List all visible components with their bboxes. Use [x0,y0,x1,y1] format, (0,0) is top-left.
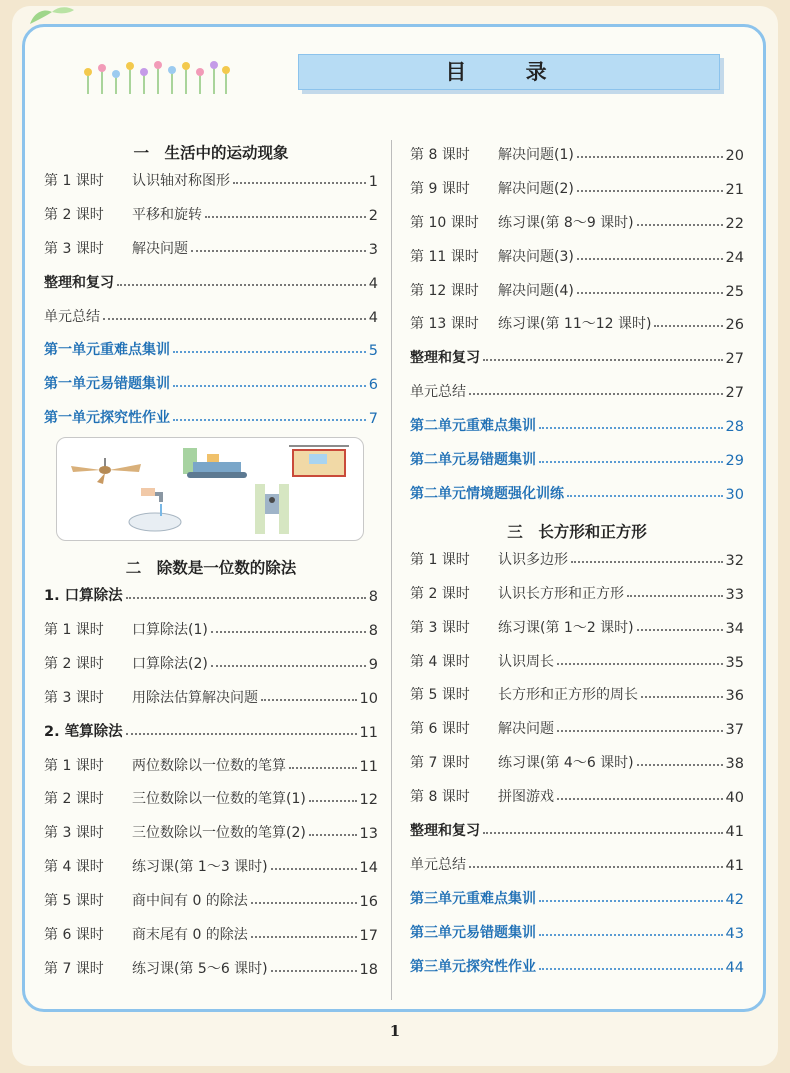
dot-leader [637,629,723,631]
dot-leader [191,250,366,252]
entry-title: 练习课(第 5～6 课时) [132,960,268,977]
lesson-label: 第 1 课时 [44,757,104,774]
page-ref: 33 [725,586,744,603]
entry-title: 认识长方形和正方形 [498,585,624,602]
dot-leader [539,968,723,970]
entry-title: 第一单元探究性作业 [44,410,170,427]
toc-entry[interactable] [44,751,378,775]
toc-entry[interactable] [410,309,744,333]
toc-entry[interactable] [410,276,744,300]
dot-leader [126,733,357,735]
page-ref: 27 [725,351,744,368]
page-ref: 12 [359,792,378,809]
section-heading: 三 长方形和正方形 [507,522,647,541]
toc-entry[interactable] [44,886,378,910]
entry-title: 练习课(第 11～12 课时) [498,316,652,333]
dot-leader [271,970,357,972]
toc-entry[interactable] [410,647,744,671]
dot-leader [309,834,357,836]
entry-title: 整理和复习 [44,274,114,291]
toc-entry[interactable] [44,920,378,944]
dot-leader [173,385,366,387]
page-ref: 29 [725,453,744,470]
entry-title: 第二单元重难点集训 [410,418,536,435]
lesson-label: 第 4 课时 [44,859,104,876]
lesson-label: 第 3 课时 [44,825,104,842]
entry-title: 练习课(第 1～2 课时) [498,619,634,636]
dot-leader [271,868,357,870]
toc-left-column [44,140,378,988]
entry-title: 第三单元易错题集训 [410,924,536,941]
toc-entry[interactable] [44,852,378,876]
page-title: 目 录 [298,54,720,90]
dot-leader [557,798,723,800]
page-ref: 42 [725,891,744,908]
dot-leader [309,800,357,802]
section-heading: 一 生活中的运动现象 [133,144,289,162]
dot-leader [641,696,723,698]
page-ref: 13 [359,826,378,843]
entry-title: 解决问题(2) [498,180,574,197]
page-ref: 8 [368,589,378,606]
toc-entry[interactable] [410,208,744,232]
dot-leader [173,419,366,421]
toc-entry[interactable] [410,411,744,435]
entry-title: 整理和复习 [410,823,480,840]
dot-leader [577,258,723,260]
dot-leader [577,190,723,192]
entry-title: 口算除法(1) [132,622,208,639]
entry-title: 第一单元易错题集训 [44,376,170,393]
entry-title: 三位数除以一位数的笔算(1) [132,791,306,808]
entry-title: 长方形和正方形的周长 [498,687,638,704]
entry-title: 商末尾有 0 的除法 [132,927,248,944]
entry-title: 口算除法(2) [132,655,208,672]
dot-leader [483,359,723,361]
toc-entry[interactable] [410,343,744,367]
page-ref: 40 [725,790,744,807]
toc-entry[interactable] [44,302,378,326]
page-ref: 24 [725,249,744,266]
ceiling-fan-icon [71,458,141,484]
page-number: 1 [389,1022,401,1040]
lesson-label: 第 2 课时 [410,585,470,602]
dot-leader [539,461,723,463]
toc-entry[interactable] [410,918,744,942]
entry-title: 单元总结 [410,384,466,401]
lesson-label: 第 1 课时 [44,622,104,639]
lesson-label: 第 7 课时 [44,960,104,977]
page-ref: 11 [359,724,378,741]
toc-entry[interactable] [44,403,378,427]
lesson-label: 第 5 课时 [44,893,104,910]
entry-title: 单元总结 [410,856,466,873]
column-divider [391,140,392,1000]
entry-title: 解决问题(4) [498,282,574,299]
entry-title: 第二单元情境题强化训练 [410,485,564,502]
page-ref: 5 [368,343,378,360]
lesson-label: 第 1 课时 [44,173,104,189]
dot-leader [654,325,722,327]
toc-entry[interactable] [410,748,744,772]
flowers-decoration-icon [80,60,232,96]
dot-leader [289,767,357,769]
entry-title: 第一单元重难点集训 [44,342,170,359]
toc-entry[interactable] [410,782,744,806]
entry-title: 解决问题(3) [498,248,574,265]
dot-leader [233,182,366,184]
page-ref: 41 [725,857,744,874]
toc-entry[interactable] [44,683,378,707]
page-ref: 26 [725,317,744,334]
conveyor-belt-icon [183,448,247,478]
entry-title: 第二单元易错题集训 [410,452,536,469]
entry-title: 解决问题 [498,721,554,738]
lesson-label: 第 6 课时 [410,721,470,738]
dot-leader [483,832,723,834]
page-ref: 20 [725,148,744,164]
entry-title: 练习课(第 1～3 课时) [132,859,268,876]
lesson-label: 第 2 课时 [44,206,104,223]
lesson-label: 第 3 课时 [44,240,104,257]
toc-right-column [410,140,744,985]
page-ref: 25 [725,283,744,300]
toc-entry[interactable] [410,579,744,603]
page-ref: 36 [725,688,744,705]
entry-title: 整理和复习 [410,350,480,367]
dot-leader [469,393,723,395]
dot-leader [126,597,366,599]
page-ref: 21 [725,181,744,198]
toc-entry[interactable] [44,649,378,673]
page-ref: 35 [725,654,744,671]
entry-title: 认识轴对称图形 [132,173,230,189]
toc-entry[interactable] [410,884,744,908]
toc-entry[interactable] [410,952,744,976]
toc-entry[interactable] [44,268,378,292]
page-ref: 1 [368,174,378,190]
toc-entry[interactable] [44,717,378,741]
page-ref: 28 [725,419,744,436]
dot-leader [539,934,723,936]
elevator-icon [255,484,289,534]
toc-entry[interactable] [44,335,378,359]
entry-title: 第三单元重难点集训 [410,890,536,907]
lesson-label: 第 3 课时 [410,619,470,636]
lesson-label: 第 1 课时 [410,551,470,568]
dot-leader [627,595,723,597]
toc-entry[interactable] [410,174,744,198]
page-ref: 2 [368,207,378,224]
page-ref: 7 [368,411,378,428]
page-ref: 44 [725,959,744,976]
toc-entry[interactable] [44,200,378,224]
toc-entry[interactable] [410,140,744,164]
entry-title: 练习课(第 4～6 课时) [498,755,634,772]
entry-title: 用除法估算解决问题 [132,689,258,706]
dot-leader [557,730,723,732]
page-ref: 38 [725,756,744,773]
lesson-label: 第 7 课时 [410,755,470,772]
page-ref: 10 [359,690,378,707]
dot-leader [577,292,723,294]
toc-entry[interactable] [410,613,744,637]
toc-entry[interactable] [410,242,744,266]
toc-entry[interactable] [410,714,744,738]
dot-leader [173,351,366,353]
page-ref: 32 [725,552,744,569]
page-ref: 9 [368,656,378,673]
lesson-label: 第 2 课时 [44,655,104,672]
dot-leader [567,495,723,497]
entry-title: 三位数除以一位数的笔算(2) [132,825,306,842]
section-heading: 二 除数是一位数的除法 [125,559,297,578]
page-ref: 18 [359,961,378,978]
page-ref: 27 [725,385,744,402]
page-ref: 4 [368,275,378,292]
entry-title: 拼图游戏 [498,789,554,806]
dot-leader [577,156,723,158]
page-ref: 11 [359,758,378,775]
lesson-label: 第 6 课时 [44,927,104,944]
page-ref: 30 [725,486,744,503]
toc-entry[interactable] [44,166,378,190]
toc-entry[interactable] [410,545,744,569]
entry-title: 认识周长 [498,653,554,670]
page-ref: 8 [368,623,378,640]
entry-title: 商中间有 0 的除法 [132,893,248,910]
toc-entry[interactable] [44,784,378,808]
toc-entry[interactable] [410,479,744,503]
dot-leader [211,665,366,667]
entry-title: 单元总结 [44,308,100,325]
dot-leader [637,764,723,766]
page-ref: 41 [725,824,744,841]
entry-title: 第三单元探究性作业 [410,958,536,975]
lesson-label: 第 4 课时 [410,653,470,670]
dot-leader [539,427,723,429]
dot-leader [261,699,357,701]
lesson-label: 第 10 课时 [410,214,479,231]
lesson-label: 第 8 课时 [410,789,470,806]
page-ref: 3 [368,241,378,258]
dot-leader [469,866,723,868]
dot-leader [103,318,366,320]
toc-entry[interactable] [44,234,378,258]
page-ref: 37 [725,722,744,739]
entry-title: 2. 笔算除法 [44,723,123,740]
page-ref: 34 [725,620,744,637]
toc-entry[interactable] [410,850,744,874]
lesson-label: 第 5 课时 [410,687,470,704]
dot-leader [205,216,366,218]
dot-leader [117,284,366,286]
entry-title: 练习课(第 8～9 课时) [498,214,634,231]
dot-leader [539,900,723,902]
entry-title: 认识多边形 [498,551,568,568]
faucet-icon [129,488,181,531]
entry-title: 平移和旋转 [132,206,202,223]
lesson-label: 第 8 课时 [410,147,470,163]
dot-leader [251,936,357,938]
dot-leader [557,663,723,665]
entry-title: 两位数除以一位数的笔算 [132,757,286,774]
page-ref: 43 [725,925,744,942]
page-ref: 16 [359,894,378,911]
toc-entry[interactable] [44,581,378,605]
entry-title: 解决问题 [132,240,188,257]
entry-title: 解决问题(1) [498,147,574,163]
page-ref: 4 [368,309,378,326]
page-ref: 6 [368,377,378,394]
dot-leader [251,902,357,904]
dot-leader [637,224,723,226]
dot-leader [211,631,366,633]
entry-title: 1. 口算除法 [44,588,123,605]
cable-car-icon [289,446,349,476]
toc-entry[interactable] [44,369,378,393]
page-ref: 22 [725,215,744,232]
dot-leader [571,561,723,563]
toc-entry[interactable] [410,680,744,704]
toc-entry[interactable] [410,377,744,401]
page-ref: 14 [359,860,378,877]
toc-entry[interactable] [44,818,378,842]
lesson-label: 第 13 课时 [410,316,479,333]
lesson-label: 第 3 课时 [44,689,104,706]
toc-entry[interactable] [44,954,378,978]
toc-entry[interactable] [410,445,744,469]
unit-illustration [56,437,364,541]
lesson-label: 第 12 课时 [410,282,479,299]
lesson-label: 第 11 课时 [410,248,479,265]
toc-entry[interactable] [410,816,744,840]
page-ref: 17 [359,928,378,945]
toc-entry[interactable] [44,615,378,639]
lesson-label: 第 2 课时 [44,791,104,808]
lesson-label: 第 9 课时 [410,180,470,197]
